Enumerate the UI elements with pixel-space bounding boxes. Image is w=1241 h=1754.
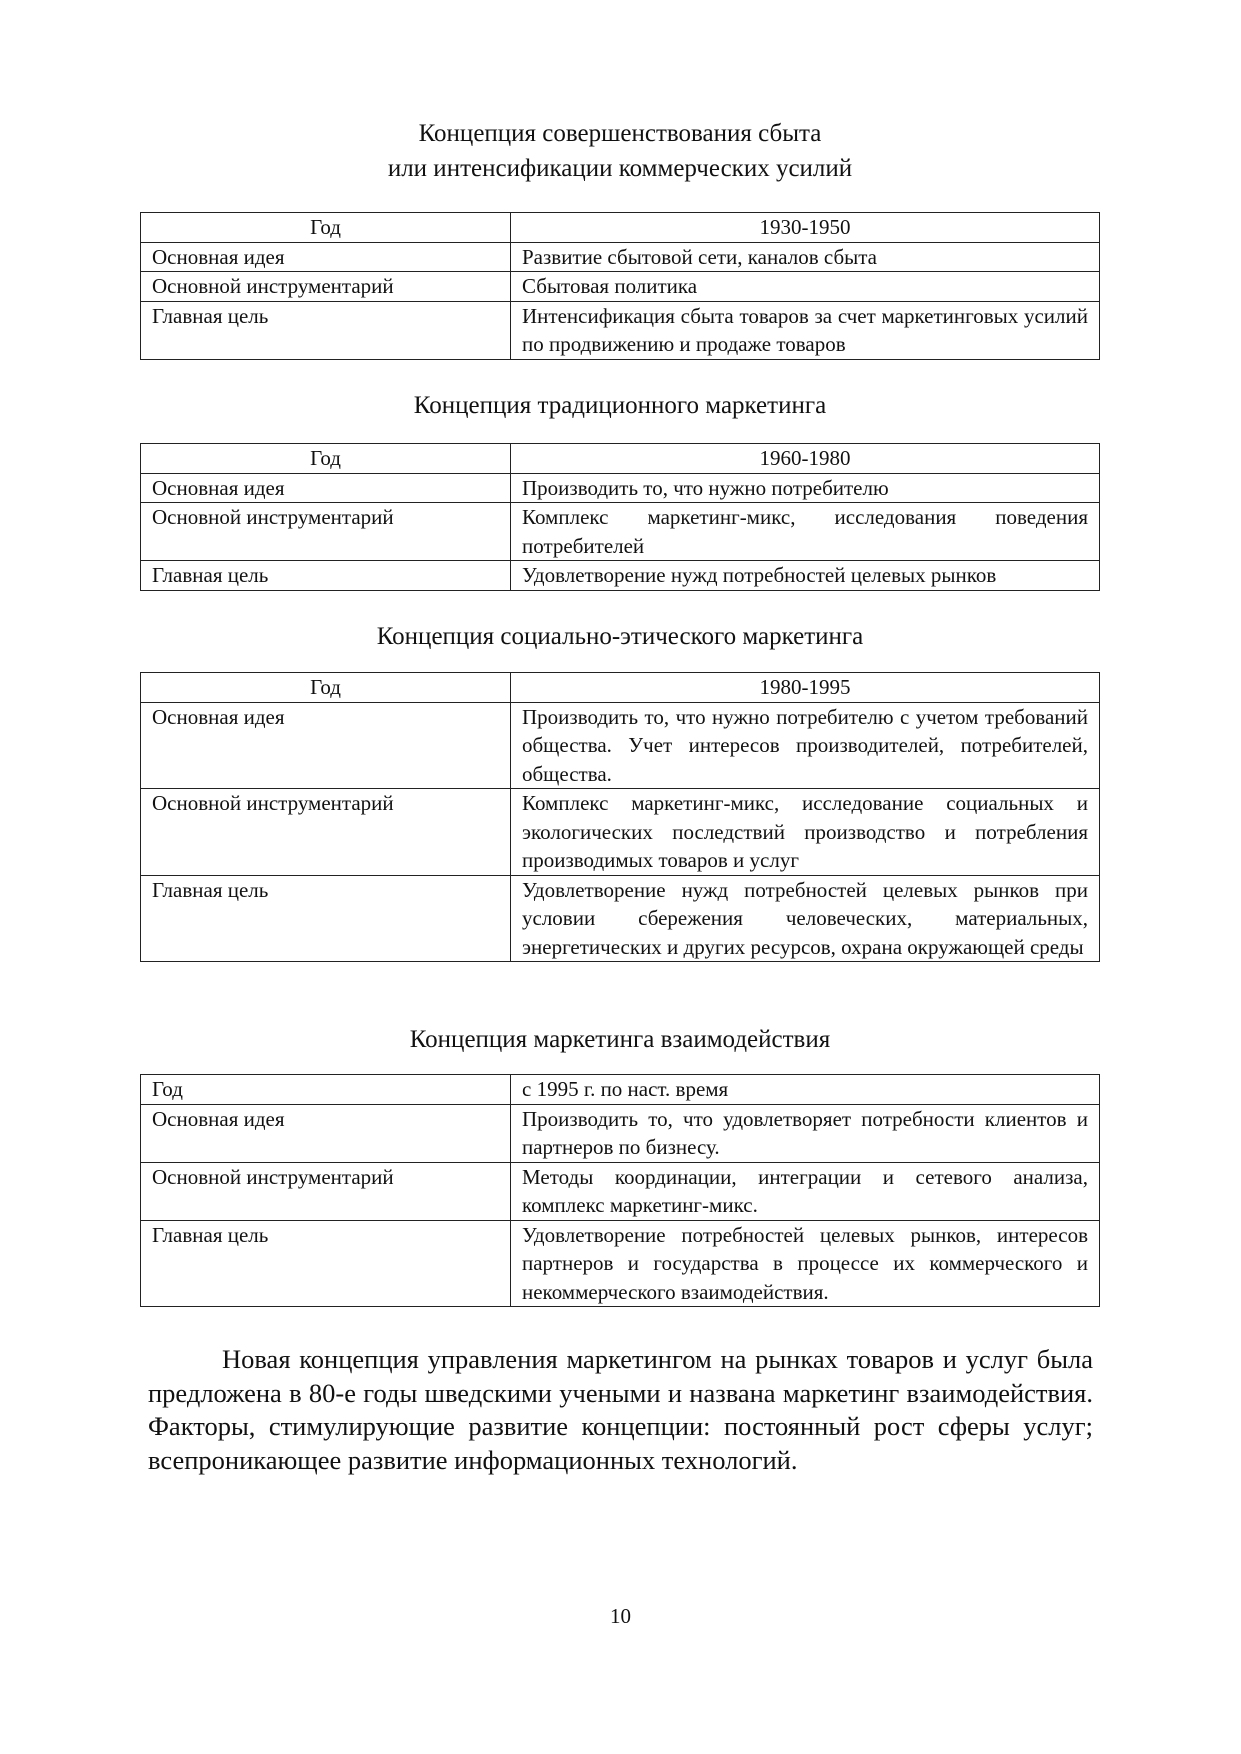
section-title-traditional — [140, 388, 1100, 423]
cell: Основная идея — [141, 242, 511, 272]
cell: Основная идея — [141, 473, 511, 503]
section-title-social-ethical — [140, 619, 1100, 654]
table-row — [141, 444, 1100, 474]
table-row — [141, 702, 1100, 789]
cell: Главная цель — [141, 561, 511, 591]
table-row — [141, 272, 1100, 302]
table-row — [141, 1104, 1100, 1162]
title-line: Концепция совершенствования сбыта — [418, 120, 822, 147]
table-interaction — [140, 1074, 1100, 1307]
table-row — [141, 789, 1100, 876]
table-row — [141, 1220, 1100, 1307]
cell: с 1995 г. по наст. время — [511, 1075, 1100, 1105]
section-title-sales-concept — [140, 116, 1100, 186]
cell: Главная цель — [141, 301, 511, 359]
cell: Удовлетворение нужд потребностей целевых рынков — [511, 561, 1100, 591]
cell: Производить то, что нужно потребителю — [511, 473, 1100, 503]
page-number: 10 — [610, 1604, 631, 1628]
cell: Комплекс маркетинг-микс, исследование социальных и экологических последствий производство и потребления производимых товаров и услуг — [511, 789, 1100, 876]
cell: Комплекс маркетинг-микс, исследования поведения потребителей — [511, 503, 1100, 561]
table-row — [141, 1075, 1100, 1105]
table-row — [141, 561, 1100, 591]
table-traditional — [140, 443, 1100, 591]
cell: Год — [141, 213, 511, 243]
table-row — [141, 1162, 1100, 1220]
title-line: Концепция маркетинга взаимодействия — [409, 1026, 831, 1053]
table-sales-concept — [140, 212, 1100, 360]
table-row — [141, 301, 1100, 359]
table-row — [141, 503, 1100, 561]
cell: Главная цель — [141, 875, 511, 962]
table-row — [141, 473, 1100, 503]
cell: 1980-1995 — [511, 673, 1100, 703]
cell: 1930-1950 — [511, 213, 1100, 243]
table-row — [141, 213, 1100, 243]
table-row — [141, 673, 1100, 703]
cell: Год — [141, 444, 511, 474]
cell: Основная идея — [141, 702, 511, 789]
table-social-ethical — [140, 672, 1100, 962]
cell: Главная цель — [141, 1220, 511, 1307]
table-row — [141, 242, 1100, 272]
cell: Удовлетворение потребностей целевых рынков, интересов партнеров и государства в процессе их коммерческого и некоммерческого взаимодействия. — [511, 1220, 1100, 1307]
cell: Сбытовая политика — [511, 272, 1100, 302]
table-row — [141, 875, 1100, 962]
cell: Методы координации, интеграции и сетевого анализа, комплекс маркетинг-микс. — [511, 1162, 1100, 1220]
title-line: Концепция традиционного маркетинга — [413, 392, 827, 419]
cell: Производить то, что нужно потребителю с учетом требований общества. Учет интересов производителей, потребителей, общества. — [511, 702, 1100, 789]
cell: 1960-1980 — [511, 444, 1100, 474]
cell: Основной инструментарий — [141, 1162, 511, 1220]
cell: Основной инструментарий — [141, 503, 511, 561]
cell: Основная идея — [141, 1104, 511, 1162]
cell: Год — [141, 673, 511, 703]
cell: Производить то, что удовлетворяет потребности клиентов и партнеров по бизнесу. — [511, 1104, 1100, 1162]
cell: Основной инструментарий — [141, 789, 511, 876]
cell: Удовлетворение нужд потребностей целевых рынков при условии сбережения человеческих, материальных, энергетических и других ресурсов, охрана окружающей среды — [511, 875, 1100, 962]
body-paragraph: Новая концепция управления маркетингом на рынках товаров и услуг была предложена в 80-е годы шведскими учеными и названа маркетинг взаимодействия. Факторы, стимулирующие развитие концепции: постоянный рост сферы услуг; всепроникающее развитие информационных технологий. — [148, 1344, 1093, 1475]
title-line: Концепция социально-этического маркетинга — [376, 623, 864, 650]
cell: Год — [141, 1075, 511, 1105]
cell: Интенсификация сбыта товаров за счет маркетинговых усилий по продвижению и продаже товаров — [511, 301, 1100, 359]
cell: Основной инструментарий — [141, 272, 511, 302]
title-line: или интенсификации коммерческих усилий — [387, 155, 853, 182]
cell: Развитие сбытовой сети, каналов сбыта — [511, 242, 1100, 272]
section-title-interaction — [140, 1022, 1100, 1057]
